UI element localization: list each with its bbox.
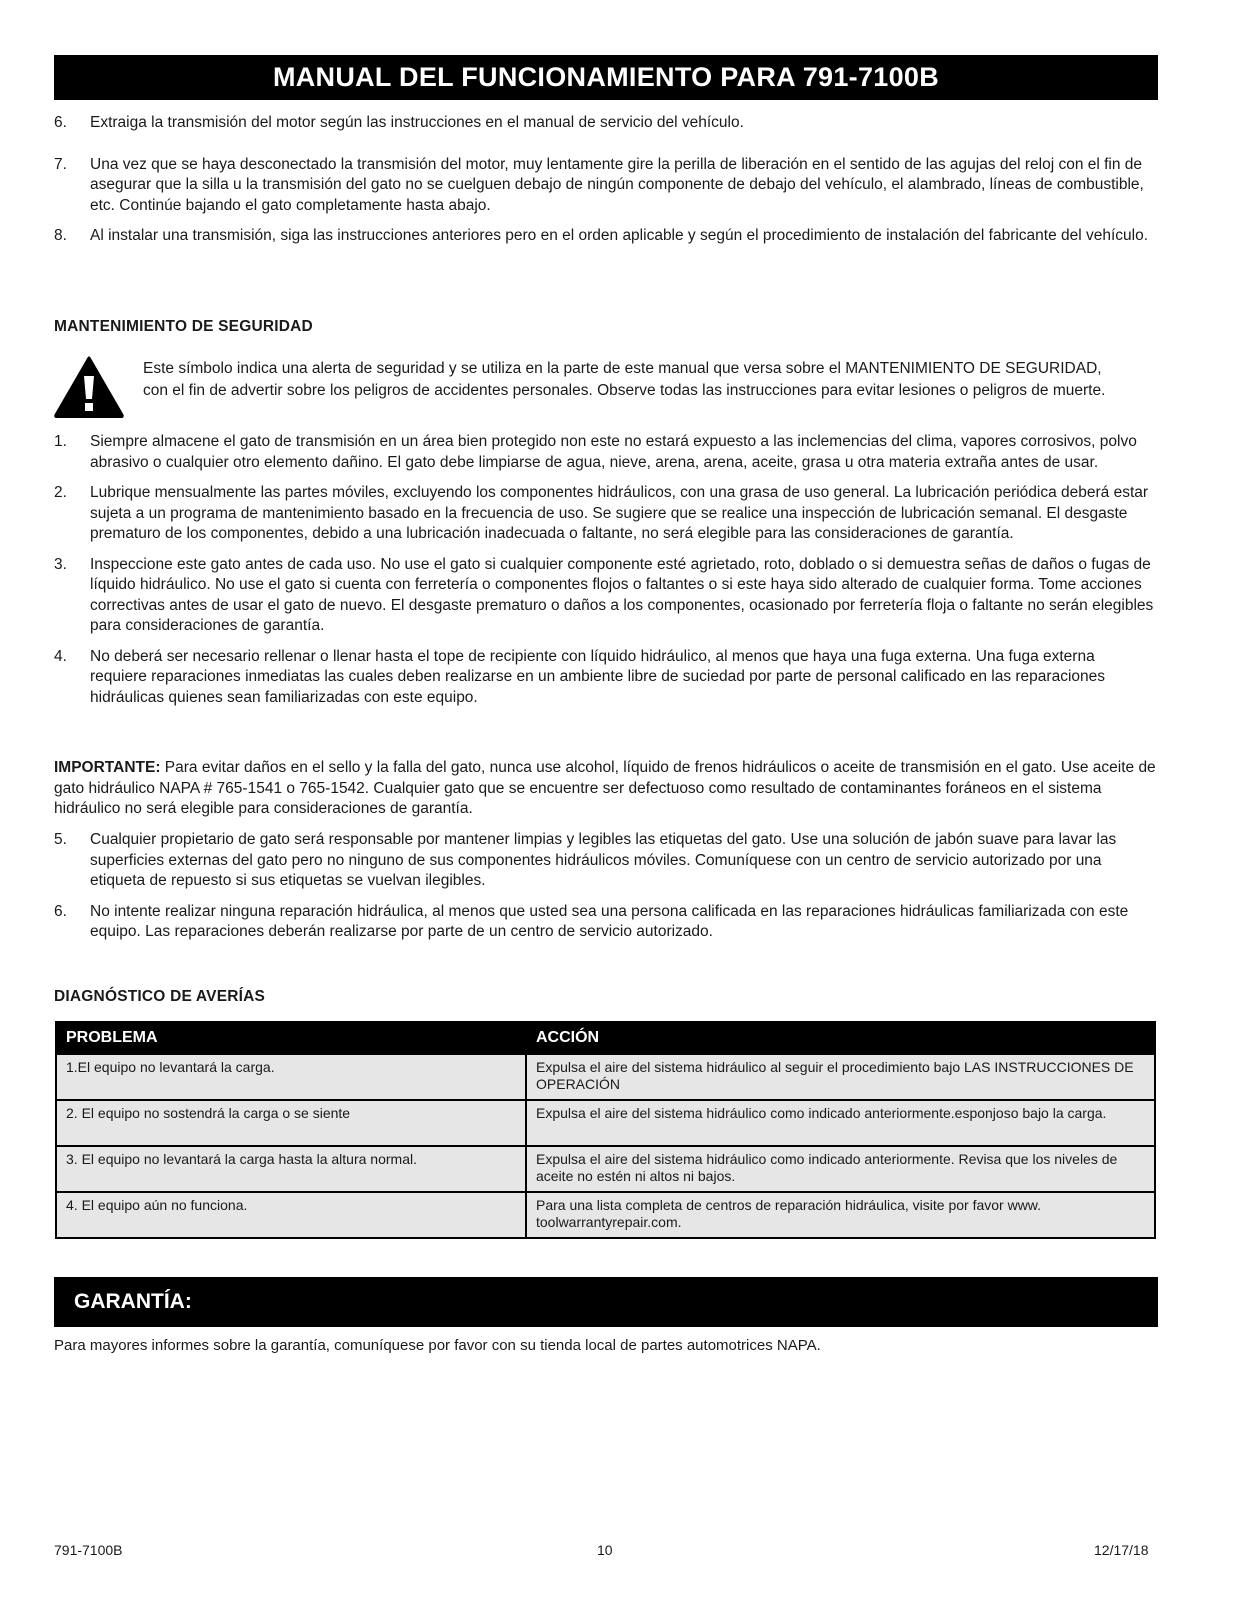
list-item: 5. Cualquier propietario de gato será responsable por mantener limpias y legibles las etiquetas del gato. Use una solución de jabón suave para lavar las superficies externas del gato pero no ninguno de sus componentes hidráulicos móviles. Comuníquese con un centro de servicio autorizado por una etiqueta de repuesto si sus etiquetas se vuelvan ilegibles. (54, 831, 1117, 889)
footer-page-number: 10 (597, 1542, 613, 1558)
diagnostics-table (55, 1021, 1156, 1239)
table-header-row (56, 1022, 1155, 1054)
warranty-heading: GARANTÍA: (54, 1277, 1158, 1327)
list-item: 2. Lubrique mensualmente las partes móviles, excluyendo los componentes hidráulicos, con una grasa de uso general. La lubricación periódica deberá estar sujeta a un programa de mantenimiento basado en la frecuencia de uso. Se sugiere que se realice una inspección de lubricación semanal. El desgaste prematuro de los componentes, debido a una lubricación inadecuada o faltante, no será elegible para las consideraciones de garantía. (54, 484, 1149, 542)
problem-cell: 1.El equipo no levantará la carga. (56, 1054, 526, 1100)
safety-alert-text: Este símbolo indica una alerta de seguridad y se utiliza en la parte de este manual que versa sobre el MANTENIMIENTO DE SEGURIDAD, con el fin de advertir sobre los peligros de accidentes personales. Observe todas las instrucciones para evitar lesiones o peligros de muerte. (143, 360, 1106, 399)
problem-cell: 3. El equipo no levantará la carga hasta la altura normal. (56, 1146, 526, 1192)
important-note (54, 758, 1158, 820)
list-item: 7. Una vez que se haya desconectado la transmisión del motor, muy lentamente gire la perilla de liberación en el sentido de las agujas del reloj con el fin de asegurar que la silla u la transmisión del gato no se cuelguen debajo de ningún componente de debajo del vehículo, el alambrado, líneas de combustible, etc. Continúe bajando el gato completamente hasta abajo. (54, 155, 1144, 214)
diagnostics-heading: DIAGNÓSTICO DE AVERÍAS (54, 988, 266, 1005)
steps-list (54, 113, 1154, 257)
safety-heading: MANTENIMIENTO DE SEGURIDAD (54, 318, 313, 335)
important-label: IMPORTANTE: (54, 759, 161, 776)
list-item: 1. Siempre almacene el gato de transmisión en un área bien protegido non este no estará expuesto a las inclemencias del clima, vapores corrosivos, polvo abrasivo o cualquier otro elemento dañino. El gato debe limpiarse de agua, nieve, arena, arena, aceite, grasa u otra materia extraña antes de usar. (54, 433, 1137, 471)
problem-cell: 4. El equipo aún no funciona. (56, 1192, 526, 1238)
list-item: 3. Inspeccione este gato antes de cada uso. No use el gato si cualquier componente esté agrietado, roto, doblado o si demuestra señas de daños o fugas de líquido hidráulico. No use el gato si cuenta con ferretería o componentes flojos o faltantes o si este haya sido alterado de cualquier forma. Tome acciones correctivas antes de usar el gato de nuevo. El desgaste prematuro o daños a los componentes, ocasionado por ferretería floja o faltante no serán elegibles para consideraciones de garantía. (54, 555, 1154, 634)
list-item: 8. Al instalar una transmisión, siga las instrucciones anteriores pero en el orden aplicable y según el procedimiento de instalación del fabricante del vehículo. (54, 227, 1149, 244)
list-item: 4. No deberá ser necesario rellenar o llenar hasta el tope de recipiente con líquido hidráulico, al menos que haya una fuga externa. Una fuga externa requiere reparaciones inmediatas las cuales deben realizarse en un ambiente libre de suciedad por parte de personal calificado en las reparaciones hidráulicas quienes sean familiarizadas con este equipo. (54, 647, 1106, 706)
safety-list-2 (54, 830, 1154, 953)
list-item: 6. No intente realizar ninguna reparación hidráulica, al menos que usted sea una persona calificada en las reparaciones hidráulicas familiarizada con este equipo. Las reparaciones deberán realizarse por parte de un centro de servicio autorizado. (54, 902, 1129, 940)
page-title: MANUAL DEL FUNCIONAMIENTO PARA 791-7100B (54, 55, 1158, 100)
column-header-problem: PROBLEMA (56, 1022, 526, 1054)
warning-icon (54, 356, 124, 418)
table-row (56, 1054, 1155, 1100)
table-row (56, 1100, 1155, 1146)
important-text: Para evitar daños en el sello y la falla del gato, nunca use alcohol, líquido de frenos hidráulicos o aceite de transmisión en el gato. Use aceite de gato hidráulico NAPA # 765-1541 o 765-1542. Cualquier gato que se encuentre ser defectuoso como resultado de contaminantes foráneos en el sistema hidráulico no será elegible para consideraciones de garantía. (54, 759, 1156, 817)
footer-date: 12/17/18 (1094, 1542, 1149, 1558)
safety-list (54, 432, 1154, 718)
table-row (56, 1192, 1155, 1238)
action-cell: Expulsa el aire del sistema hidráulico como indicado anteriormente.esponjoso bajo la carga. (526, 1100, 1155, 1146)
warranty-text: Para mayores informes sobre la garantía, comuníquese por favor con su tienda local de partes automotrices NAPA. (54, 1337, 821, 1354)
column-header-action: ACCIÓN (526, 1022, 1155, 1054)
footer-model: 791-7100B (54, 1542, 123, 1558)
action-cell: Para una lista completa de centros de reparación hidráulica, visite por favor www. toolwarrantyrepair.com. (526, 1192, 1155, 1238)
table-row (56, 1146, 1155, 1192)
list-item: 6. Extraiga la transmisión del motor según las instrucciones en el manual de servicio del vehículo. (54, 114, 744, 131)
action-cell: Expulsa el aire del sistema hidráulico al seguir el procedimiento bajo LAS INSTRUCCIONES DE OPERACIÓN (526, 1054, 1155, 1100)
problem-cell: 2. El equipo no sostendrá la carga o se siente (56, 1100, 526, 1146)
action-cell: Expulsa el aire del sistema hidráulico como indicado anteriormente. Revisa que los niveles de aceite no estén ni altos ni bajos. (526, 1146, 1155, 1192)
